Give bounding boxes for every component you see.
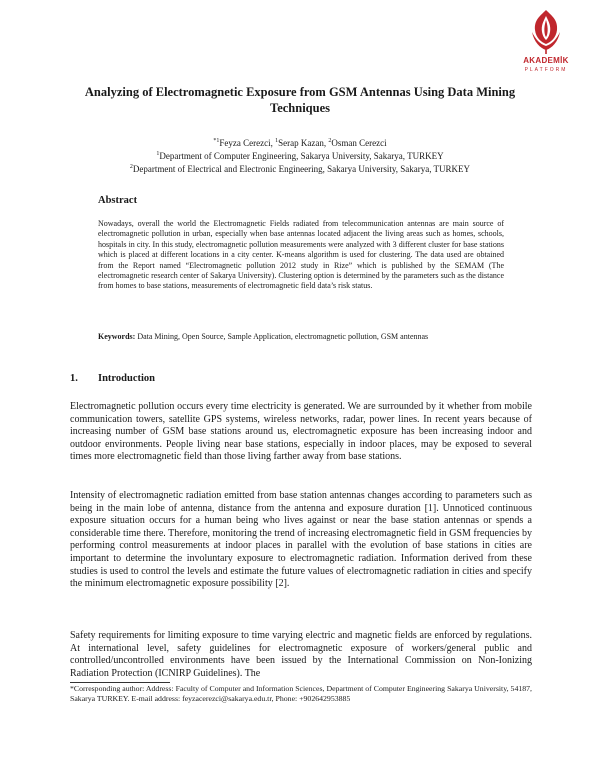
affiliation-1: $^1$Department of Computer Engineering, Sakarya University, Sakarya, TURKEY xyxy=(156,151,444,161)
author-list: $^{*1}$Feyza Cerezci, $^1$Serap Kazan, $^2$Osman Cerezci xyxy=(213,138,387,148)
body-paragraph-2: Intensity of electromagnetic radiation emitted from base station antennas changes according to parameters such as being in the main lobe of antenna, distance from the antenna and exposure duration [1]. Unnoticed continuous exposure situation occurs for a human being who lives against or near the base station antennas or spends a considerable time there. Therefore, monitoring the trend of increasing electromagnetic field in GSM frequencies by performing control measurements at indoor places in parallel with the evolution of base stations in cities are important to determine the involuntary exposure to electromagnetic radiation. Information derived from these studies is used to control the levels and estimate the future values of electromagnetic radiation in cities and specify the minimum electromagnetic exposure possibility [2]. xyxy=(70,490,532,590)
keywords-text: Data Mining, Open Source, Sample Application, electromagnetic pollution, GSM antennas xyxy=(135,332,429,341)
affiliation-2: $^2$Department of Electrical and Electronic Engineering, Sakarya University, Sakarya, TURKEY xyxy=(129,164,471,174)
body-paragraph-1: Electromagnetic pollution occurs every time electricity is generated. We are surrounded by it whether from mobile communication towers, satellite GPS systems, wireless networks, radar, power lines. In recent years because of increasing number of GSM base stations around us, electromagnetic exposure has been increasing indoor and outdoor environments. People living near base stations, especially in indoor places, may be exposed to several times more electromagnetic field than those living farther away from base stations. xyxy=(70,401,532,463)
paper-title: Analyzing of Electromagnetic Exposure from GSM Antennas Using Data Mining Techniques xyxy=(84,85,516,115)
section-heading xyxy=(70,373,155,384)
section-number: 1. xyxy=(70,373,78,384)
tulip-logo-icon xyxy=(526,8,566,54)
footnote-rule xyxy=(70,682,170,683)
author-block xyxy=(60,136,540,175)
footnote: *Corresponding author: Address: Faculty of Computer and Information Sciences, Department of Computer Engineering Sakarya University, 54187, Sakarya TURKEY. E-mail address: feyzacerezci@sakarya.edu.tr, Phone: +902642953885 xyxy=(70,684,532,703)
logo-name: AKADEMİK xyxy=(523,56,569,65)
abstract-heading: Abstract xyxy=(98,195,138,206)
keywords-label: Keywords: xyxy=(98,332,136,341)
akademik-platform-logo xyxy=(508,8,584,80)
abstract-text: Nowadays, overall the world the Electromagnetic Fields radiated from telecommunication antennas are main source of electromagnetic pollution in urban, especially when base antennas located adjacent the living areas such as homes, schools, hospitals in city. In this study, electromagnetic pollution measurements were analyzed with 3 different cluster for base stations which is placed at different locations in a city center. K-means algorithm is used for clustering. The data used are obtained from the Report named “Electromagnetic pollution 2012 study in Rize” which is published by the SEMAM (The electromagnetic research center of Sakarya University). Clustering option is determined by the parameters such as the distance from homes to base stations, measurements of electromagnetic field data’s risk status. xyxy=(98,219,504,291)
section-title: Introduction xyxy=(98,373,155,384)
body-paragraph-3: Safety requirements for limiting exposure to time varying electric and magnetic fields are enforced by regulations. At international level, safety guidelines for electromagnetic exposure of workers/general public and controlled/uncontrolled environments have been issued by the International Commission on Non-Ionizing Radiation Protection (ICNIRP Guidelines). The xyxy=(70,630,532,679)
logo-subtitle: PLATFORM xyxy=(524,67,568,73)
keywords xyxy=(98,332,504,342)
